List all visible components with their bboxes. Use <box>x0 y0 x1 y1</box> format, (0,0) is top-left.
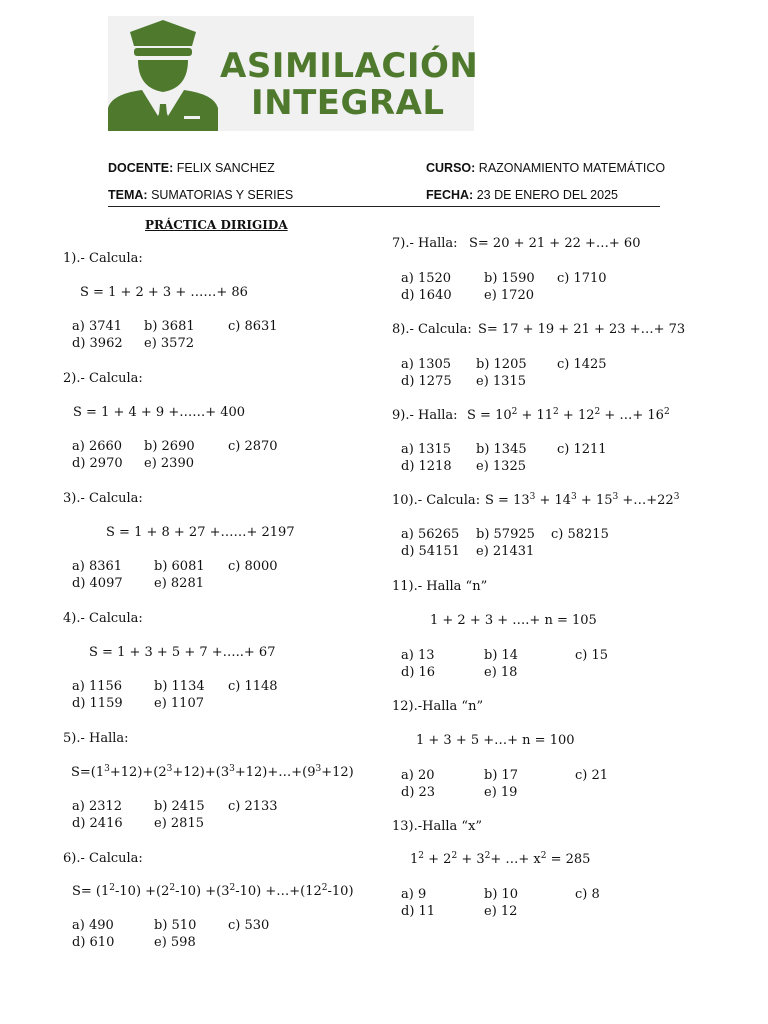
problem-4-option: e) 1107 <box>154 696 204 711</box>
practice-title: PRÁCTICA DIRIGIDA <box>145 218 288 232</box>
problem-4-expression: S = 1 + 3 + 5 + 7 +…..+ 67 <box>89 645 276 660</box>
problem-13-option: a) 9 <box>401 887 427 902</box>
problem-6-option: c) 530 <box>228 918 270 933</box>
problem-8-option: e) 1315 <box>476 374 526 389</box>
problem-8-option: d) 1275 <box>401 374 452 389</box>
problem-12-expression: 1 + 3 + 5 +…+ n = 100 <box>416 733 575 748</box>
teacher-label: DOCENTE: <box>108 161 174 175</box>
problem-9-option: c) 1211 <box>557 442 607 457</box>
teacher-field <box>108 161 275 175</box>
date-label: FECHA: <box>426 188 474 202</box>
logo-title-line2: INTEGRAL <box>251 83 445 123</box>
problem-1-option: b) 3681 <box>144 319 195 334</box>
police-officer-icon <box>108 16 218 131</box>
problem-13-option: d) 11 <box>401 904 436 919</box>
problem-8-expression: S= 17 + 19 + 21 + 23 +…+ 73 <box>478 322 686 337</box>
problem-10-expression: $S = 13^3 + 14^3 + 15^3$ $+\dots+22^3$ <box>485 492 680 508</box>
logo <box>108 16 479 131</box>
problem-3-option: a) 8361 <box>72 559 123 574</box>
problem-8-option: b) 1205 <box>476 357 527 372</box>
problem-6-option: a) 490 <box>72 918 114 933</box>
problem-3-option: b) 6081 <box>154 559 205 574</box>
problem-12-option: d) 23 <box>401 785 436 800</box>
problem-3-expression: S = 1 + 8 + 27 +……+ 2197 <box>106 525 295 540</box>
problem-4-option: c) 1148 <box>228 679 278 694</box>
problem-3-option: d) 4097 <box>72 576 123 591</box>
problem-10-option: a) 56265 <box>401 527 460 542</box>
problem-11-expression: 1 + 2 + 3 + ….+ n = 105 <box>430 613 597 628</box>
date-field <box>426 188 618 202</box>
problem-8-option: c) 1425 <box>557 357 607 372</box>
problem-10-prompt: 10).- Calcula: <box>392 493 481 508</box>
problem-5-option: c) 2133 <box>228 799 278 814</box>
problem-12-prompt: 12).-Halla “n” <box>392 699 484 714</box>
problem-1-option: e) 3572 <box>144 336 194 351</box>
problem-10-option: b) 57925 <box>476 527 535 542</box>
problem-1-option: d) 3962 <box>72 336 123 351</box>
course-label: CURSO: <box>426 161 476 175</box>
problem-9-option: a) 1315 <box>401 442 452 457</box>
problem-13-option: c) 8 <box>575 887 600 902</box>
problem-5-option: d) 2416 <box>72 816 123 831</box>
problem-11-option: b) 14 <box>484 648 519 663</box>
problem-9-option: b) 1345 <box>476 442 527 457</box>
problem-9-option: d) 1218 <box>401 459 452 474</box>
problem-2-prompt: 2).- Calcula: <box>63 371 143 386</box>
problem-6-option: d) 610 <box>72 935 115 950</box>
problem-13-option: e) 12 <box>484 904 518 919</box>
problem-3-option: e) 8281 <box>154 576 204 591</box>
problem-4-option: a) 1156 <box>72 679 123 694</box>
problem-2-option: c) 2870 <box>228 439 278 454</box>
problem-7-option: c) 1710 <box>557 271 607 286</box>
problem-12-option: c) 21 <box>575 768 609 783</box>
problem-11-option: e) 18 <box>484 665 518 680</box>
problem-9-option: e) 1325 <box>476 459 526 474</box>
teacher-value: FELIX SANCHEZ <box>176 161 275 175</box>
problem-7-option: e) 1720 <box>484 288 534 303</box>
topic-field <box>108 188 293 202</box>
date-value: 23 DE ENERO DEL 2025 <box>476 188 618 202</box>
problem-12-option: e) 19 <box>484 785 518 800</box>
problem-2-option: e) 2390 <box>144 456 194 471</box>
problem-7-option: a) 1520 <box>401 271 452 286</box>
problem-6-prompt: 6).- Calcula: <box>63 851 143 866</box>
problem-4-option: d) 1159 <box>72 696 123 711</box>
problem-12-option: b) 17 <box>484 768 519 783</box>
problem-9-expression: $S = 10^2 + 11^2 + 12^2$ + …+ $16^2$ <box>467 407 670 423</box>
problem-7-expression: S= 20 + 21 + 22 +…+ 60 <box>469 236 641 251</box>
topic-value: SUMATORIAS Y SERIES <box>151 188 294 202</box>
problem-13-prompt: 13).-Halla “x” <box>392 819 483 834</box>
header-divider <box>108 206 660 207</box>
problem-4-prompt: 4).- Calcula: <box>63 611 143 626</box>
problem-8-prompt: 8).- Calcula: <box>392 322 472 337</box>
problem-7-option: d) 1640 <box>401 288 452 303</box>
problem-7-option: b) 1590 <box>484 271 535 286</box>
problem-3-prompt: 3).- Calcula: <box>63 491 143 506</box>
problem-9-prompt: 9).- Halla: <box>392 408 458 423</box>
problem-2-option: b) 2690 <box>144 439 195 454</box>
problem-7-prompt: 7).- Halla: <box>392 236 458 251</box>
course-value: RAZONAMIENTO MATEMÁTICO <box>478 161 666 175</box>
problem-6-option: e) 598 <box>154 935 196 950</box>
problem-13-option: b) 10 <box>484 887 519 902</box>
problem-1-option: a) 3741 <box>72 319 123 334</box>
problem-1-option: c) 8631 <box>228 319 278 334</box>
problem-10-option: e) 21431 <box>476 544 535 559</box>
problem-5-option: b) 2415 <box>154 799 205 814</box>
problem-1-prompt: 1).- Calcula: <box>63 251 143 266</box>
problem-12-option: a) 20 <box>401 768 435 783</box>
problem-6-option: b) 510 <box>154 918 197 933</box>
logo-title-line1: ASIMILACIÓN <box>220 46 479 86</box>
problem-10-option: c) 58215 <box>551 527 609 542</box>
problem-11-prompt: 11).- Halla “n” <box>392 579 488 594</box>
problem-3-option: c) 8000 <box>228 559 278 574</box>
problem-2-option: a) 2660 <box>72 439 123 454</box>
problem-11-option: d) 16 <box>401 665 436 680</box>
problem-5-option: a) 2312 <box>72 799 123 814</box>
problem-11-option: c) 15 <box>575 648 609 663</box>
problem-10-option: d) 54151 <box>401 544 460 559</box>
course-field <box>426 161 665 175</box>
problem-2-expression: S = 1 + 4 + 9 +……+ 400 <box>73 405 246 420</box>
topic-label: TEMA: <box>108 188 148 202</box>
problem-5-prompt: 5).- Halla: <box>63 731 129 746</box>
problem-1-expression: S = 1 + 2 + 3 + ……+ 86 <box>80 285 248 300</box>
problem-13-expression: $1^2 + 2^2 + 3^2+$ …+ $x^2 = 285$ <box>410 851 591 867</box>
problem-11-option: a) 13 <box>401 648 435 663</box>
problem-8-option: a) 1305 <box>401 357 452 372</box>
problem-5-expression: $S=(1^3+12)+(2^3+12)+(3^3+12)+\dots+(9^3+12)$ <box>71 764 354 780</box>
problem-2-option: d) 2970 <box>72 456 123 471</box>
problem-6-expression: $S= (1^2-10) +(2^2-10) +(3^2-10)$ $+\dots+(12^2-10)$ <box>72 883 354 899</box>
problem-4-option: b) 1134 <box>154 679 205 694</box>
problem-5-option: e) 2815 <box>154 816 204 831</box>
